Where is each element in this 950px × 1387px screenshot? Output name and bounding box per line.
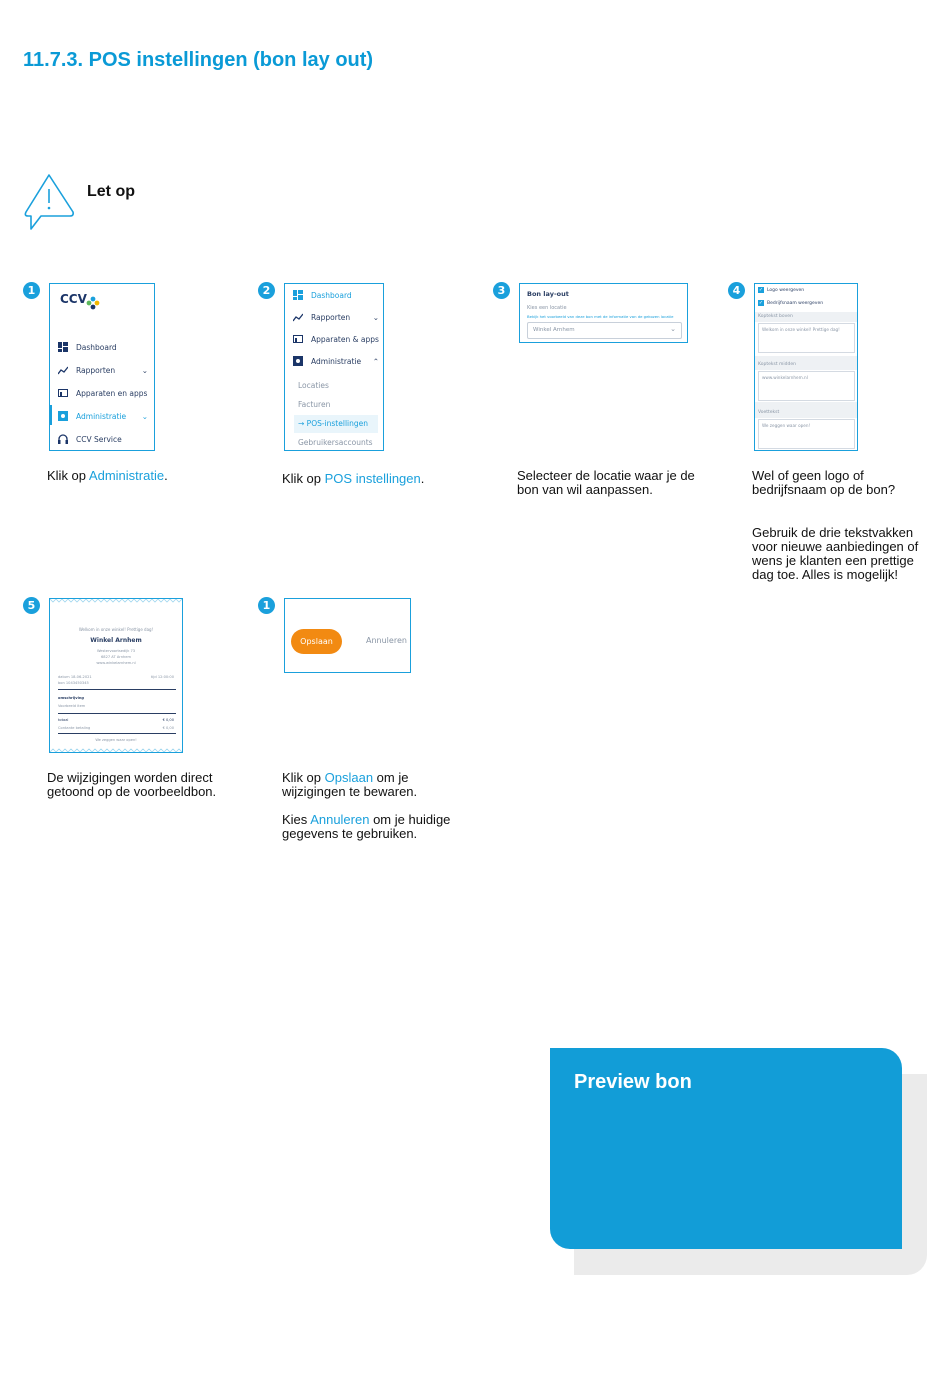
- admin-icon: [58, 411, 68, 421]
- receipt-store-name: Winkel Arnhem: [90, 637, 142, 644]
- checkbox-bedrijfsnaam[interactable]: ✓ Bedrijfsnaam weergeven: [758, 300, 824, 306]
- checkbox-checked-icon: ✓: [758, 300, 764, 306]
- checkbox-logo[interactable]: ✓ Logo weergeven: [758, 287, 805, 293]
- receipt-id: bon 1043450345: [58, 681, 89, 685]
- caption-step-5: De wijzigingen worden direct getoond op de voorbeeldbon.: [47, 770, 217, 799]
- caption-step-4b: Gebruik de drie tekstvakken voor nieuwe aanbiedingen of wens je klanten een prettige dag toe. Alles is mogelijk!: [752, 525, 919, 582]
- receipt-total-value: € 0,00: [162, 718, 174, 722]
- link-pos-instellingen[interactable]: POS instellingen: [324, 471, 421, 486]
- caption-step-6b: Kies Annuleren om je huidige gegevens te gebruiken.: [282, 812, 451, 841]
- chevron-down-icon: ⌄: [670, 325, 676, 333]
- menu-item-apparaten[interactable]: Apparaten & apps: [293, 334, 379, 344]
- link-annuleren[interactable]: Annuleren: [310, 812, 370, 827]
- menu-item-dashboard[interactable]: Dashboard: [58, 342, 117, 352]
- caption-step-6a: Klik op Opslaan om je wijzigingen te bewaren.: [282, 770, 418, 799]
- step-number: 5: [23, 597, 40, 614]
- receipt-zigzag-bottom: [50, 748, 182, 752]
- receipt-divider: [58, 689, 176, 690]
- step-number: 4: [728, 282, 745, 299]
- receipt-address-line: www.winkelarnhem.nl: [96, 661, 136, 665]
- caption-step-2: Klik op POS instellingen.: [282, 471, 425, 486]
- receipt-section: omschrijving: [58, 696, 84, 700]
- warning-icon: [21, 172, 77, 232]
- field3-input[interactable]: We zeggen waar open!: [758, 419, 855, 449]
- receipt-date: datum 18-06-2021: [58, 675, 92, 679]
- page-title: 11.7.3. POS instellingen (bon lay out): [23, 49, 374, 71]
- admin-icon: [293, 356, 303, 366]
- receipt-total-label: totaal: [58, 718, 69, 722]
- caption-step-3: Selecteer de locatie waar je de bon van wil aanpassen.: [517, 468, 695, 497]
- chart-line-icon: [293, 312, 303, 322]
- caption-step-4a: Wel of geen logo of bedrijfsnaam op de bon?: [752, 468, 896, 497]
- location-label: Kies een locatie: [527, 305, 567, 311]
- receipt-payment-value: € 0,00: [162, 726, 174, 730]
- receipt-footer: We zeggen waar open!: [95, 738, 137, 742]
- alert-title: Let op: [87, 183, 135, 200]
- checkbox-checked-icon: ✓: [758, 287, 764, 293]
- screenshot-administratie-menu: [49, 283, 155, 451]
- ccv-logo: CCV: [60, 292, 87, 306]
- devices-icon: [293, 334, 303, 344]
- step-number: 2: [258, 282, 275, 299]
- receipt-top: Welkom in onze winkel! Prettige dag!: [78, 627, 154, 632]
- chevron-up-icon: ⌃: [372, 356, 379, 366]
- screenshot-bon-layout: [519, 283, 688, 343]
- chevron-down-icon: ⌄: [141, 365, 148, 375]
- save-button[interactable]: Opslaan: [291, 629, 342, 654]
- menu-item-dashboard[interactable]: Dashboard: [293, 290, 352, 300]
- receipt-payment-label: Contante betaling: [58, 726, 91, 730]
- field3-label: Voettekst: [758, 410, 780, 415]
- preview-card-title: Preview bon: [574, 1071, 692, 1093]
- receipt-divider: [58, 713, 176, 714]
- link-administratie[interactable]: Administratie: [88, 468, 165, 483]
- screenshot-save-buttons: [284, 598, 411, 673]
- screenshot-voorbeeldbon: [49, 598, 183, 753]
- submenu-item-locaties[interactable]: Locaties: [298, 381, 329, 390]
- field1-label: Koptekst boven: [758, 314, 793, 319]
- field1-input[interactable]: Welkom in onze winkel! Prettige dag!: [758, 323, 855, 353]
- menu-item-ccv-service[interactable]: CCV Service: [58, 434, 122, 444]
- screenshot-bon-teksten: [754, 283, 858, 451]
- screenshot-pos-menu: [284, 283, 384, 451]
- receipt-item: Voorbeeld item: [58, 704, 86, 708]
- receipt-address-line: Westervoortsedijk 73: [96, 649, 136, 653]
- receipt-divider: [58, 733, 176, 734]
- receipt-zigzag-top: [50, 599, 182, 603]
- bon-layout-heading: Bon lay-out: [527, 290, 569, 298]
- dashboard-icon: [58, 342, 68, 352]
- location-hint: Bekijk het voorbeeld van deze bon met de informatie van de gekozen locatie: [527, 314, 674, 319]
- field2-input[interactable]: www.winkelarnhem.nl: [758, 371, 855, 401]
- chart-line-icon: [58, 365, 68, 375]
- step-number: 3: [493, 282, 510, 299]
- submenu-item-facturen[interactable]: Facturen: [298, 400, 331, 409]
- submenu-item-gebruikersaccounts[interactable]: Gebruikersaccounts: [298, 438, 373, 447]
- menu-item-administratie[interactable]: Administratie ⌃: [293, 356, 379, 366]
- submenu-item-pos-instellingen[interactable]: → POS-instellingen: [294, 415, 378, 433]
- field2-label: Koptekst midden: [758, 362, 796, 367]
- location-select[interactable]: Winkel Arnhem ⌄: [527, 322, 682, 339]
- menu-item-apparaten[interactable]: Apparaten en apps: [58, 388, 147, 398]
- dashboard-icon: [293, 290, 303, 300]
- chevron-down-icon: ⌄: [372, 312, 379, 322]
- menu-item-rapporten[interactable]: Rapporten ⌄: [293, 312, 379, 322]
- flower-icon: [86, 296, 100, 310]
- active-indicator: [50, 405, 52, 425]
- caption-step-1: Klik op Administratie.: [47, 468, 168, 483]
- cancel-button[interactable]: Annuleren: [366, 636, 407, 645]
- receipt-address-line: 6827 AT Arnhem: [101, 655, 131, 659]
- step-number: 1: [23, 282, 40, 299]
- receipt-time: tijd 12:00:00: [151, 675, 174, 679]
- menu-item-administratie[interactable]: Administratie ⌄: [58, 411, 148, 421]
- link-opslaan[interactable]: Opslaan: [324, 770, 374, 785]
- step-number: 1: [258, 597, 275, 614]
- chevron-down-icon: ⌄: [141, 411, 148, 421]
- devices-icon: [58, 388, 68, 398]
- headset-icon: [58, 434, 68, 444]
- menu-item-rapporten[interactable]: Rapporten ⌄: [58, 365, 148, 375]
